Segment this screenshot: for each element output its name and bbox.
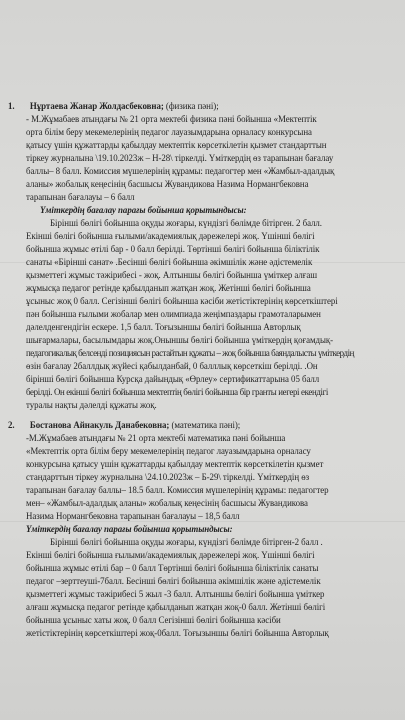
candidate-1-subject: (физика пәні);: [163, 101, 219, 111]
text-line: өзін бағалау 2баллдық жүйесі қабылданбай, 0 балллық көрсеткіш берілді. .Он: [26, 361, 318, 371]
text-line: педагогикалық белсенді позициясын растайтын құжаты – жоқ бойынша баяндалысты үміткердің: [26, 348, 354, 358]
assessment-heading-1: Үміткердің бағалау парағы бойынша қорытындысы:: [40, 205, 247, 215]
candidate-2-subject: (математика пәні);: [169, 420, 241, 430]
text-line: - М.Жұмабаев атындағы № 21 орта мектебі физика пәні бойынша «Мектептік: [26, 114, 317, 124]
text-line: конкурсына қатысу үшін құжаттарды қабылдау мектептік көрсеткілетін қызмет: [26, 459, 324, 469]
text-line: -М.Жұмабаев атындағы № 21 орта мектебі математика пәні бойынша: [26, 433, 286, 443]
text-line: бойынша жұмыс өтілі бар – 0 балл Төртінші бөлігі бойынша біліктілік санаты: [26, 563, 319, 573]
text-line: бойынша ұсыныс хаты жоқ. 0 балл Сегізінші бөлігі бойынша кәсіби: [26, 615, 281, 625]
section-2-number: 2.: [8, 420, 15, 430]
text-line: берілді. Он екінші бөлігі бойынша мектептің бөлігі бойынша бір гранты иегері екендігі: [26, 387, 329, 397]
section-1-number: 1.: [8, 101, 15, 111]
text-line: Екінші бөлігі бойынша ғылыми/академиялық дәрежелері жоқ. Үшінші бөлігі: [26, 231, 315, 241]
text-line: шығармалары, басылымдары жоқ.Оныншы бөлігі бойынша үміткердің қоғамдық-: [26, 335, 334, 345]
text-line: орта білім беру мекемелерінің педагог лауазымдарына орналасу конкурсына: [26, 127, 312, 137]
text-line: ұсыныс жоқ 0 балл. Сегізінші бөлігі бойынша кәсіби жетістіктерінің көрсеткіштері: [26, 296, 338, 306]
text-line: қатысу үшін құжаттарды қабылдау мектептік көрсеткілетін қызмет стандарттын: [26, 140, 327, 150]
text-line: «Мектептік орта білім беру мекемелерінің педагог лауазымдарына орналасу: [26, 446, 311, 456]
text-line: Бірінші бөлігі бойынша оқуды жоғары, күндізгі бөлімде бітірген-2 балл .: [50, 537, 323, 547]
candidate-2-name: Бостанова Айнакуль Данабековна;: [29, 420, 170, 430]
text-line: тіркеу журналына \19.10.2023ж – Н-28\ тіркелді. Үміткердің өз тарапынан бағалау: [26, 153, 334, 163]
text-line: бойынша жұмыс өтілі бар - 0 балл берілді. Төртінші бөлігі бойынша біліктілік: [26, 244, 320, 254]
text-line: қызметтегі жұмыс тәжірибесі - жоқ. Алтыншы бөлігі бойынша үміткер алғаш: [26, 270, 318, 280]
text-line: тарапынан бағалауы – 6 балл: [26, 192, 135, 202]
text-line: жетістіктерінің көрсеткіштері жоқ-0балл. Тоғызыншы бөлігі бойынша Авторлық: [26, 628, 329, 638]
text-line: Екінші бөлігі бойынша ғылыми/академиялық дәрежелері жоқ. Үшінші бөлігі: [26, 550, 315, 560]
text-line: бірінші бөлігі бойынша Курсқа дайындық «Өрлеу» сертификаттарына 05 балл: [26, 374, 320, 384]
section-2-header: [8, 420, 240, 431]
text-line: дәлелденгендігін ескере. 1,5 балл. Тоғызыншы бөлігі бойынша Авторлық: [26, 322, 301, 332]
text-line: баллы– 8 балл. Комиссия мүшелерінің құрамы: педагогтер мен «Жамбыл-адалдық: [26, 166, 335, 176]
text-line: қызметтегі жұмыс тәжірибесі 5 жыл -3 балл. Алтыншы бөлігі бойынша үміткер: [26, 589, 325, 599]
text-line: Назима Нормангбековна тарапынан бағалауы – 18,5 балл: [26, 511, 240, 521]
text-line: стандарттын тіркеу журналына \24.10.2023ж – Б-29\ тіркелді. Үміткердің өз: [26, 472, 310, 482]
text-line: тарапынан бағалау баллы– 18.5 балл. Комиссия мүшелерінің құрамы: педагогтер: [26, 485, 329, 495]
text-line: жұмысқа педагог ретінде қабылданып жатқан жоқ. Жетінші бөлігі бойынша: [26, 283, 311, 293]
section-1-header: [8, 101, 219, 112]
assessment-heading-2: Үміткердің бағалау парағы бойынша қорытындысы:: [26, 524, 233, 534]
text-line: аланы» жобалық кеңесінің басшысы Жувандикова Назима Нормангбековна: [26, 179, 309, 189]
candidate-1-name: Нұртаева Жанар Жолдасбековна;: [29, 101, 164, 111]
text-line: мен– «Жамбыл-адалдық аланы» жобалық кеңесінің басшысы Жувандикова: [26, 498, 308, 508]
text-line: Бірінші бөлігі бойынша оқуды жоғары, күндізгі бөлімде бітірген. 2 балл.: [50, 218, 322, 228]
text-line: туралы нақты дәлелді құжаты жоқ.: [26, 400, 157, 410]
text-line: санаты «Бірінші санат» .Бесінші бөлігі бойынша әкімшілік және әдістемелік: [26, 257, 313, 267]
text-line: алғаш жұмысқа педагог ретінде қабылданып жатқан жоқ-0 балл. Жетінші бөлігі: [26, 602, 326, 612]
text-line: педагог –зерттеуші-7балл. Бесінші бөлігі бойынша әкімшілік және әдістемелік: [26, 576, 321, 586]
text-line: пән бойынша ғылыми жобалар мен олимпиада жеңімпаздары грамоталарымен: [26, 309, 321, 319]
